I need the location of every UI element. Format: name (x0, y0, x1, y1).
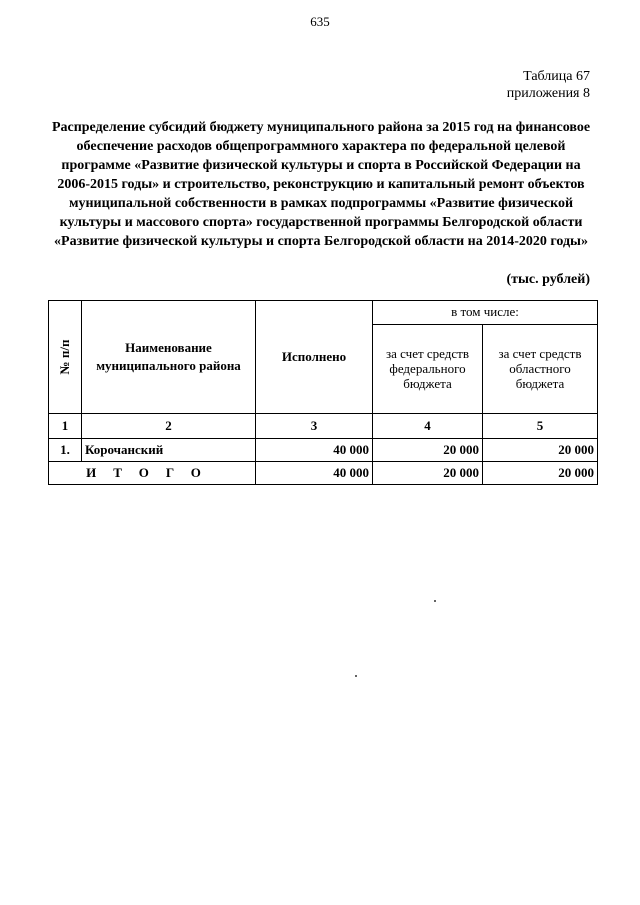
row-executed: 40 000 (256, 439, 373, 462)
row-federal: 20 000 (373, 439, 483, 462)
units-label: (тыс. рублей) (506, 272, 590, 287)
document-title: Распределение субсидий бюджету муниципального района за 2015 год на финансовое обеспечение расходов общепрограммного характера по федеральной целевой программе «Развитие физической культуры и спорта в Российской Федерации на 2006-2015 годы» и строительство, реконструкцию и капитальный ремонт объектов муниципальной собственности в рамках подпрограммы «Развитие физической культуры и массового спорта» государственной программы Белгородской области «Развитие физической культуры и спорта Белгородской области на 2014-2020 годы» (51, 120, 591, 249)
page-number: 635 (310, 14, 330, 29)
index-cell: 5 (483, 414, 598, 439)
index-cell: 1 (49, 414, 82, 439)
header-executed: Исполнено (256, 301, 373, 414)
index-cell: 2 (82, 414, 256, 439)
row-regional: 20 000 (483, 439, 598, 462)
header-federal: за счет средств федерального бюджета (373, 324, 483, 413)
header-regional: за счет средств областного бюджета (483, 324, 598, 413)
table-caption (507, 68, 590, 102)
total-row (49, 462, 598, 485)
caption-appendix: приложения 8 (506, 86, 590, 101)
table-row (49, 439, 598, 462)
row-num: 1. (49, 439, 82, 462)
header-name: Наименование муниципального района (82, 301, 256, 414)
header-row (49, 301, 598, 325)
caption-table-number: Таблица 67 (523, 69, 590, 84)
total-regional: 20 000 (483, 462, 598, 485)
scan-speck (355, 675, 357, 677)
header-num-label: № п/п (57, 339, 72, 375)
header-including: в том числе: (373, 301, 598, 325)
scan-speck (434, 600, 436, 602)
total-executed: 40 000 (256, 462, 373, 485)
total-federal: 20 000 (373, 462, 483, 485)
row-name: Корочанский (82, 439, 256, 462)
total-label: ИТОГО (49, 462, 256, 485)
header-num (49, 301, 82, 414)
subsidy-table (48, 300, 598, 485)
index-cell: 4 (373, 414, 483, 439)
index-cell: 3 (256, 414, 373, 439)
index-row (49, 414, 598, 439)
